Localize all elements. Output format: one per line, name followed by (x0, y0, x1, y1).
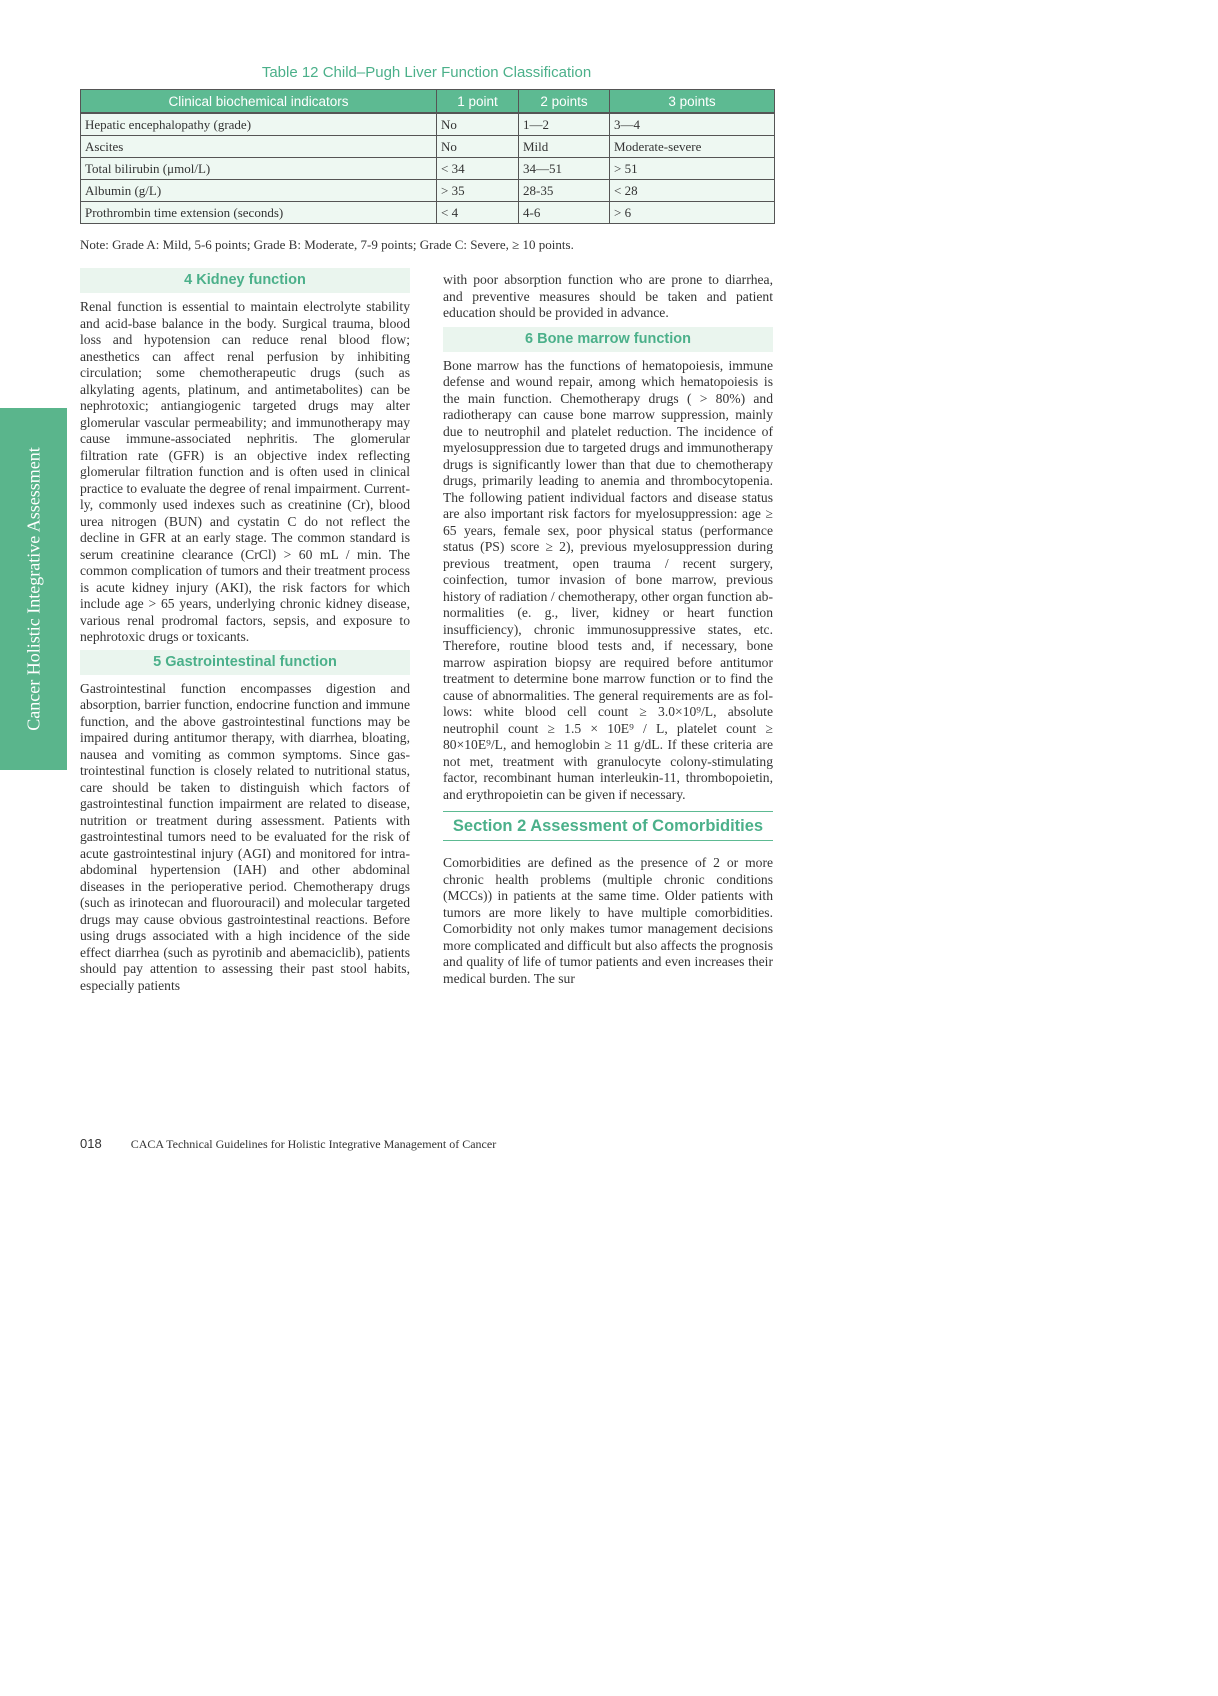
table-cell: 28-35 (519, 180, 610, 202)
comorbidities-paragraph: Comorbidities are defined as the presence of 2 or more chronic health problems (multiple chronic conditions (MCCs)) in patients at the same time. Older patients with tumors are more likely to have multiple comorbidities. Comorbidity not only makes tumor management decisions more complicated and difficult but also affects the prognosis and quality of life of tumor patients and even increases their medical burden. The sur (443, 855, 773, 986)
footer-title: CACA Technical Guidelines for Holistic Integrative Management of Cancer (130, 1137, 497, 1151)
table-cell: Total bilirubin (μmol/L) (81, 158, 437, 180)
table-cell: Mild (519, 136, 610, 158)
column-header: Clinical biochemical indicators (81, 90, 437, 114)
table-row (81, 136, 775, 158)
kidney-heading: 4 Kidney function (80, 268, 410, 293)
table-note: Note: Grade A: Mild, 5-6 points; Grade B: Moderate, 7-9 points; Grade C: Severe, ≥ 10 points. (80, 237, 574, 252)
table-cell: > 51 (610, 158, 775, 180)
table-cell: > 35 (437, 180, 519, 202)
bone-paragraph: Bone marrow has the functions of hematopoiesis, immune defense and wound repair, among which hematopoiesis is the main function. Chemotherapy drugs ( > 80%) and radiotherapy can cause bone marrow suppression, mainly due to neutrophil and platelet reduction. The incidence of myelosuppression due to targeted drugs and immunotherapy drugs is significantly lower than that due to chemotherapy drugs, primarily leading to anemia and thrombocytopenia. The following patient individual factors and disease status are also important risk factors for myelosuppression: age ≥ 65 years, female sex, poor physical status (performance status (PS) score ≥ 2), previous myelosuppression during previous treatment, open trauma / recent surgery, coinfection, tumor invasion of bone marrow, previous history of radiation / chemotherapy, other organ function abnormalities (e. g., liver, kidney or heart function insufficiency), chronic immunosuppressive states, etc. Therefore, routine blood tests and, if necessary, bone marrow aspiration biopsy are required before antitumor treatment to determine bone marrow function or to find the cause of abnormalities. The general requirements are as follows: white blood cell count ≥ 3.0×10⁹/L, absolute neutrophil count ≥ 1.5 × 10E⁹ / L, platelet count ≥ 80×10E⁹/L, and hemoglobin ≥ 11 g/dL. If these criteria are not met, treatment with granulocyte colony-stimulating factor, recombinant human interleukin-11, thrombopoietin, and erythropoietin can be given if necessary. (443, 357, 773, 802)
page-number: 018 (80, 1136, 102, 1151)
table-cell: 4-6 (519, 202, 610, 224)
table-cell: < 4 (437, 202, 519, 224)
side-tab-label: Cancer Holistic Integrative Assessment (23, 447, 43, 731)
table-cell: No (437, 113, 519, 136)
table-cell: 34—51 (519, 158, 610, 180)
left-column (80, 268, 410, 994)
table-header-row (81, 90, 775, 114)
table-cell: > 6 (610, 202, 775, 224)
table-row (81, 202, 775, 224)
child-pugh-table (80, 89, 775, 224)
comorbidities-heading: Section 2 Assessment of Comorbidities (443, 811, 773, 841)
table-row (81, 113, 775, 136)
table-cell: 3—4 (610, 113, 775, 136)
side-tab (0, 408, 67, 770)
table-cell: < 28 (610, 180, 775, 202)
table-cell: < 34 (437, 158, 519, 180)
page-footer (80, 1136, 496, 1152)
table-row (81, 180, 775, 202)
gastro-continuation: with poor absorption function who are prone to diarrhea, and preventive measures should be taken and patient education should be provided in advance. (443, 272, 773, 320)
gastro-heading: 5 Gastrointestinal function (80, 650, 410, 675)
table-cell: Ascites (81, 136, 437, 158)
table-row (81, 158, 775, 180)
kidney-paragraph: Renal function is essential to maintain electrolyte stability and acid-base balance in the body. Surgical trauma, blood loss and hypotension can reduce renal blood flow; anesthetics can affect renal perfusion by inhibiting circulation; some chemotherapeutic drugs (such as alkylating agents, platinum, and antimetabolites) can be nephrotoxic; antiangiogenic targeted drugs may alter glomerular vascular permeability; and immunotherapy may cause immune-associated nephritis. The glomerular filtration rate (GFR) is an objective index reflecting glomerular filtration function and is often used in clinical practice to evaluate the degree of renal impairment. Currently, commonly used indexes such as creatinine (Cr), blood urea nitrogen (BUN) and cystatin C do not reflect the decline in GFR at an early stage. The common standard is serum creatinine clearance (CrCl) > 60 mL / min. The common complication of tumors and their treatment process is acute kidney injury (AKI), the risk factors for which include age > 65 years, underlying chronic kidney disease, various renal prodromal factors, sepsis, and exposure to nephrotoxic drugs or toxicants. (80, 299, 410, 644)
column-header: 2 points (519, 90, 610, 114)
column-header: 3 points (610, 90, 775, 114)
gastro-paragraph: Gastrointestinal function encompasses digestion and absorption, barrier function, endocrine function and immune function, and the above gastrointestinal functions may be impaired during antitumor therapy, with diarrhea, bloating, nausea and vomiting as common symptoms. Since gastrointestinal function is closely related to nutritional status, care should be taken to distinguish which factors of gastrointestinal function impairment are related to disease, nutrition or treatment during assessment. Patients with gastrointestinal tumors need to be evaluated for the risk of acute gastrointestinal injury (AGI) and monitored for intra-abdominal hypertension (IAH) and other abdominal diseases in the perioperative period. Chemotherapy drugs (such as irinotecan and fluorouracil) and molecular targeted drugs may cause obvious gastrointestinal reactions. Before using drugs associated with a high incidence of the side effect diarrhea (such as pyrotinib and abemaciclib), patients should pay attention to assessing their past stool habits, especially patients (80, 680, 410, 993)
right-column (443, 272, 773, 987)
table-cell: 1—2 (519, 113, 610, 136)
table-cell: No (437, 136, 519, 158)
table-title: Table 12 Child–Pugh Liver Function Classification (261, 64, 592, 81)
table-cell: Prothrombin time extension (seconds) (81, 202, 437, 224)
bone-heading: 6 Bone marrow function (443, 327, 773, 352)
table-cell: Hepatic encephalopathy (grade) (81, 113, 437, 136)
column-header: 1 point (437, 90, 519, 114)
table-cell: Moderate-severe (610, 136, 775, 158)
table-cell: Albumin (g/L) (81, 180, 437, 202)
